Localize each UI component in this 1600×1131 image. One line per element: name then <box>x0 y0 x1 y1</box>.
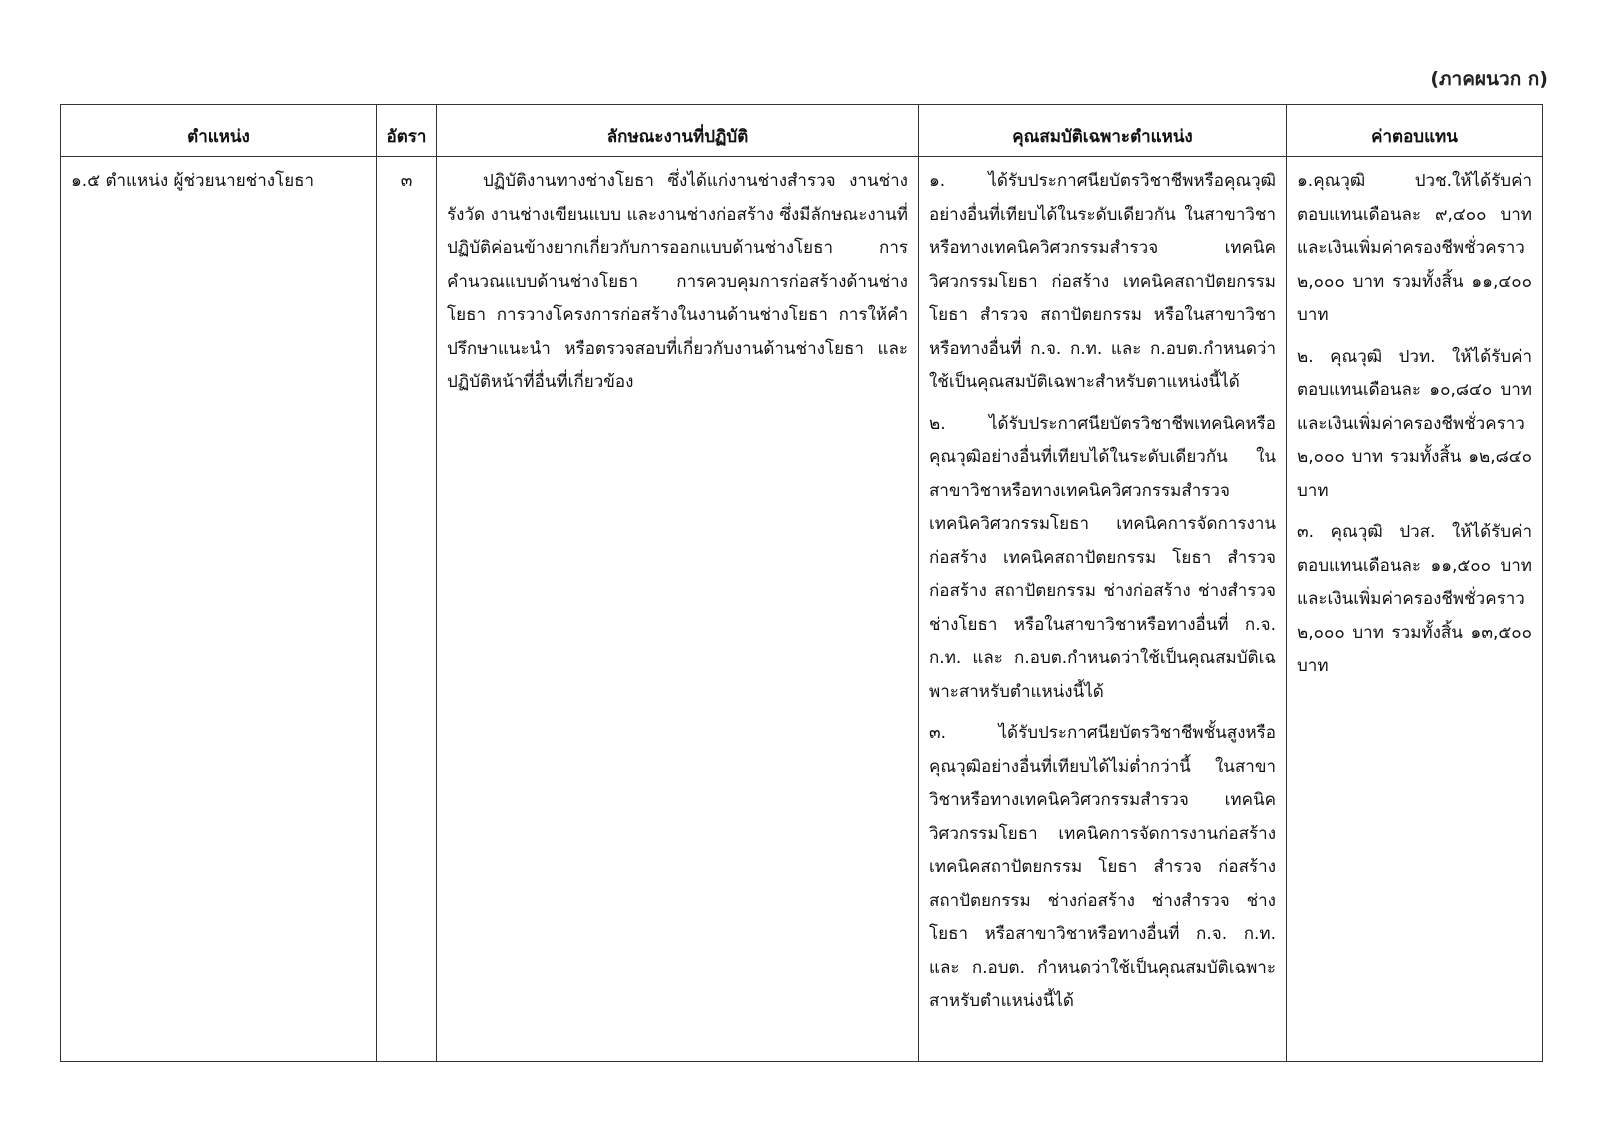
cell-compensation <box>1287 157 1543 1062</box>
duty-text: ปฏิบัติงานทางช่างโยธา ซึ่งได้แก่งานช่างสำรวจ งานช่างรังวัด งานช่างเขียนแบบ และงานช่างก่อสร้าง ซึ่งมีลักษณะงานที่ปฏิบัติค่อนข้างยากเกี่ยวกับการออกแบบด้านช่างโยธา การคำนวณแบบด้านช่างโยธา การควบคุมการก่อสร้างด้านช่างโยธา การวางโครงการก่อสร้างในงานด้านช่างโยธา การให้คำปรึกษาแนะนำ หรือตรวจสอบที่เกี่ยวกับงานด้านช่างโยธา และปฏิบัติหน้าที่อื่นที่เกี่ยวข้อง <box>447 171 908 392</box>
qualification-item-1: ๑. ได้รับประกาศนียบัตรวิชาชีพหรือคุณวุฒิอย่างอื่นที่เทียบได้ในระดับเดียวกัน ในสาขาวิชาหรือทางเทคนิควิศวกรรมสำรวจ เทคนิควิศวกรรมโยธา ก่อสร้าง เทคนิคสถาปัตยกรรม โยธา สำรวจ สถาปัตยกรรม หรือในสาขาวิชาหรือทางอื่นที่ ก.จ. ก.ท. และ ก.อบต.กำหนดว่าใช้เป็นคุณสมบัติเฉพาะสำหรับตาแหน่งนี้ได้ <box>929 171 1276 392</box>
appendix-label: (ภาคผนวก ก) <box>1430 68 1548 90</box>
header-position: ตำแหน่ง <box>61 105 377 157</box>
compensation-item-1: ๑.คุณวุฒิ ปวช.ให้ได้รับค่าตอบแทนเดือนละ ๙,๔๐๐ บาท และเงินเพิ่มค่าครองชีพชั่วคราว ๒,๐๐๐ บาท รวมทั้งสิ้น ๑๑,๔๐๐ บาท <box>1297 171 1532 325</box>
header-rate: อัตรา <box>377 105 437 157</box>
cell-rate: ๓ <box>377 157 437 1062</box>
table-header-row <box>61 105 1543 157</box>
table-row <box>61 157 1543 1062</box>
qualification-item-3: ๓. ได้รับประกาศนียบัตรวิชาชีพชั้นสูงหรือคุณวุฒิอย่างอื่นที่เทียบได้ไม่ต่ำกว่านี้ ในสาขาวิชาหรือทางเทคนิควิศวกรรมสำรวจ เทคนิควิศวกรรมโยธา เทคนิคการจัดการงานก่อสร้าง เทคนิคสถาปัตยกรรม โยธา สำรวจ ก่อสร้าง สถาปัตยกรรม ช่างก่อสร้าง ช่างสำรวจ ช่างโยธา หรือสาขาวิชาหรือทางอื่นที่ ก.จ. ก.ท. และ ก.อบต. กำหนดว่าใช้เป็นคุณสมบัติเฉพาะสาหรับตำแหน่งนี้ได้ <box>929 723 1276 1011</box>
qualification-item-2: ๒. ได้รับประกาศนียบัตรวิชาชีพเทคนิคหรือคุณวุฒิอย่างอื่นที่เทียบได้ในระดับเดียวกัน ในสาขาวิชาหรือทางเทคนิควิศวกรรมสำรวจ เทคนิควิศวกรรมโยธา เทคนิคการจัดการงานก่อสร้าง เทคนิคสถาปัตยกรรม โยธา สำรวจ ก่อสร้าง สถาปัตยกรรม ช่างก่อสร้าง ช่างสำรวจ ช่างโยธา หรือในสาขาวิชาหรือทางอื่นที่ ก.จ. ก.ท. และ ก.อบต.กำหนดว่าใช้เป็นคุณสมบัติเฉพาะสาหรับตำแหน่งนี้ได้ <box>929 413 1276 702</box>
header-duty: ลักษณะงานที่ปฏิบัติ <box>437 105 919 157</box>
cell-qualification <box>919 157 1287 1062</box>
position-table <box>60 104 1543 1062</box>
cell-position: ๑.๕ ตำแหน่ง ผู้ช่วยนายช่างโยธา <box>61 157 377 1062</box>
header-compensation: ค่าตอบแทน <box>1287 105 1543 157</box>
compensation-item-3: ๓. คุณวุฒิ ปวส. ให้ได้รับค่าตอบแทนเดือนละ ๑๑,๕๐๐ บาท และเงินเพิ่มค่าครองชีพชั่วคราว ๒,๐๐๐ บาท รวมทั้งสิ้น ๑๓,๕๐๐ บาท <box>1297 522 1532 676</box>
compensation-item-2: ๒. คุณวุฒิ ปวท. ให้ได้รับค่าตอบแทนเดือนละ ๑๐,๘๔๐ บาท และเงินเพิ่มค่าครองชีพชั่วคราว ๒,๐๐๐ บาท รวมทั้งสิ้น ๑๒,๘๔๐ บาท <box>1297 346 1532 501</box>
cell-duty <box>437 157 919 1062</box>
header-qualification: คุณสมบัติเฉพาะตำแหน่ง <box>919 105 1287 157</box>
